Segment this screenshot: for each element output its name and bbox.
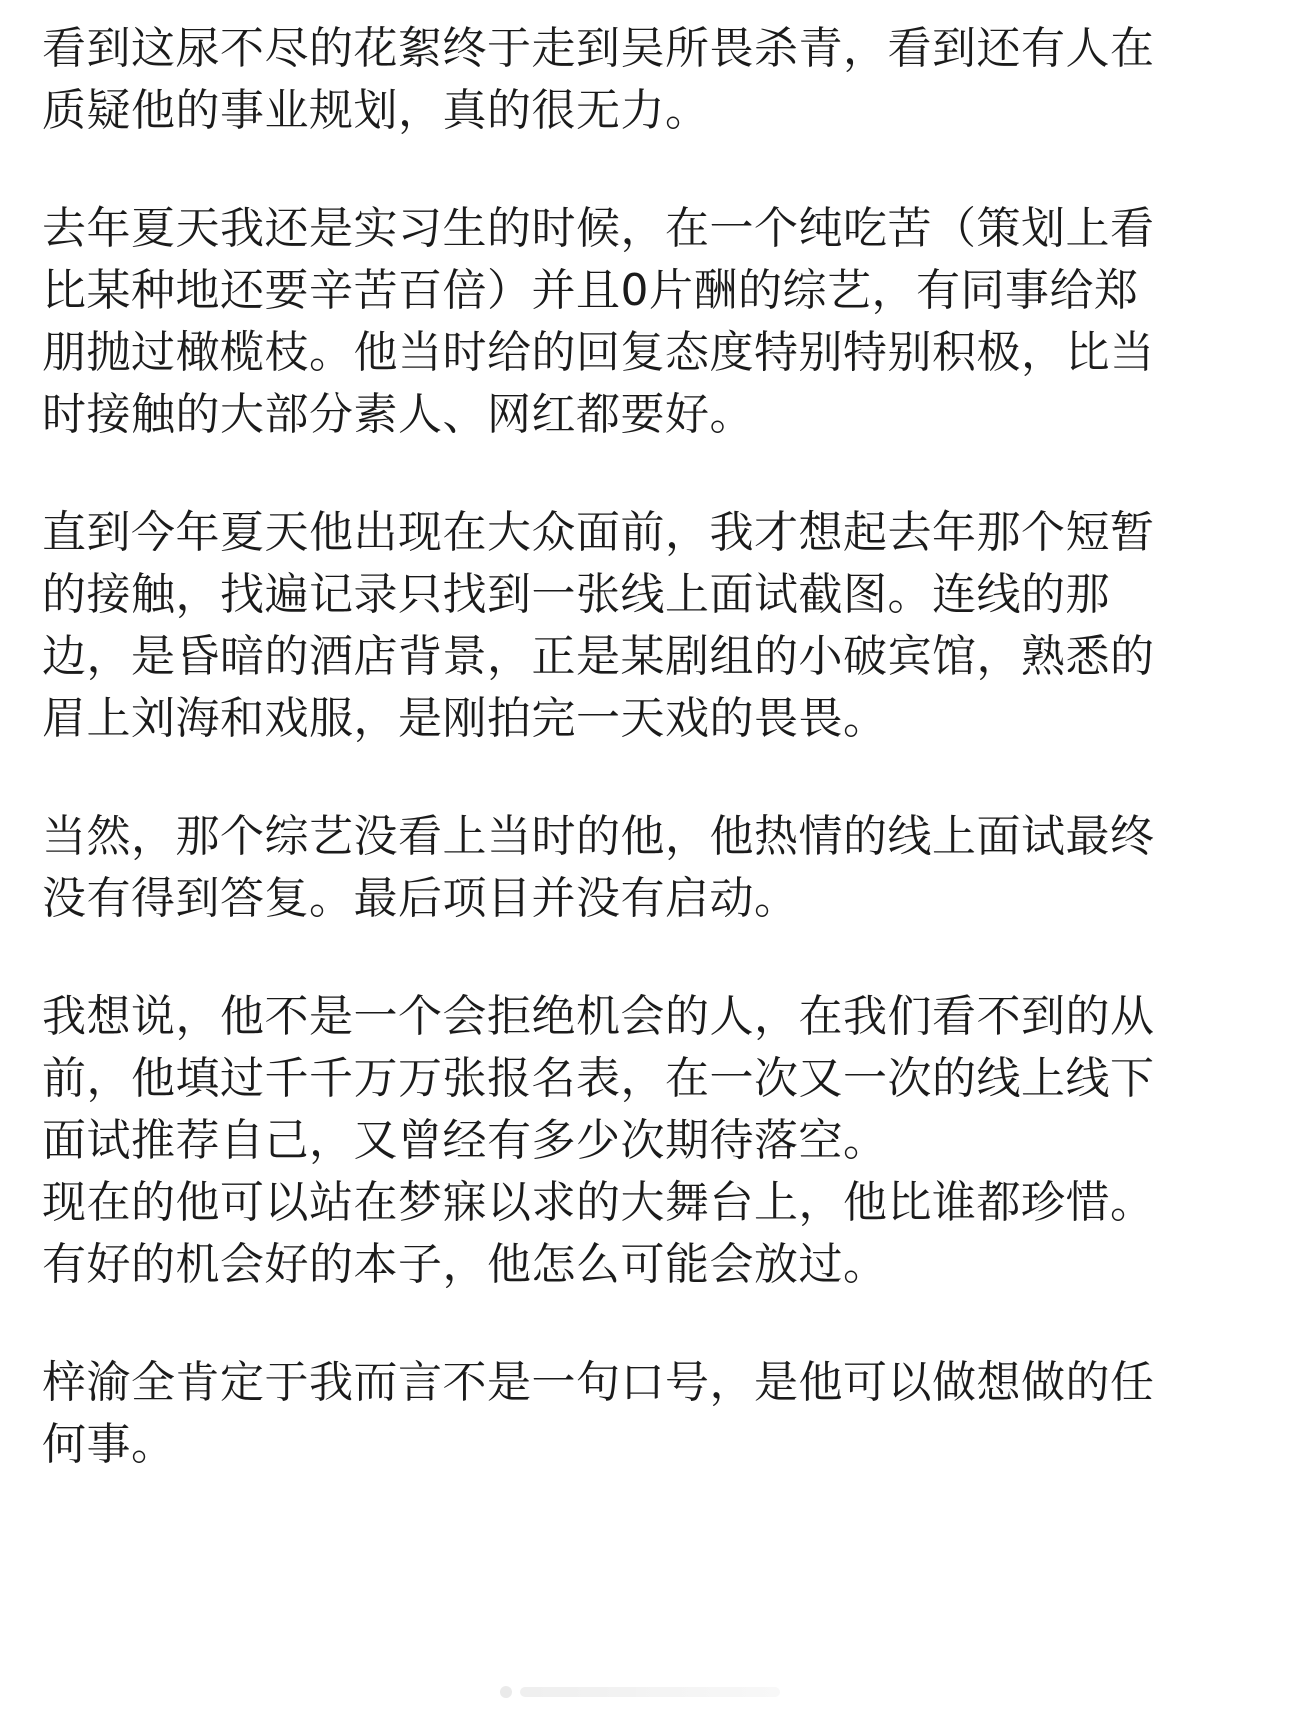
- text-line: 的接触，找遍记录只找到一张线上面试截图。连线的那: [42, 569, 1110, 620]
- text-line: 面试推荐自己，又曾经有多少次期待落空。: [42, 1115, 888, 1166]
- text-line: 直到今年夏天他出现在大众面前，我才想起去年那个短暂: [42, 507, 1155, 558]
- text-line: 何事。: [42, 1419, 176, 1470]
- watermark-bar: [520, 1687, 780, 1697]
- text-line: 眉上刘海和戏服，是刚拍完一天戏的畏畏。: [42, 693, 888, 744]
- watermark-dot-icon: [500, 1686, 512, 1698]
- paragraph-2: [42, 198, 1247, 446]
- text-line: 我想说，他不是一个会拒绝机会的人，在我们看不到的从: [42, 991, 1155, 1042]
- text-line: 前，他填过千千万万张报名表，在一次又一次的线上线下: [42, 1053, 1155, 1104]
- text-line: 时接触的大部分素人、网红都要好。: [42, 389, 754, 440]
- text-line: 当然，那个综艺没看上当时的他，他热情的线上面试最终: [42, 811, 1155, 862]
- text-line: 现在的他可以站在梦寐以求的大舞台上，他比谁都珍惜。: [42, 1177, 1155, 1228]
- paragraph-5: [42, 986, 1247, 1296]
- paragraph-4: [42, 806, 1247, 930]
- paragraph-1: [42, 18, 1247, 142]
- text-line: 朋抛过橄榄枝。他当时给的回复态度特别特别积极，比当: [42, 327, 1155, 378]
- text-line: 比某种地还要辛苦百倍）并且0片酬的综艺，有同事给郑: [42, 265, 1139, 316]
- text-line: 有好的机会好的本子，他怎么可能会放过。: [42, 1239, 888, 1290]
- paragraph-3: [42, 502, 1247, 750]
- text-line: 去年夏天我还是实习生的时候，在一个纯吃苦（策划上看: [42, 203, 1155, 254]
- text-line: 质疑他的事业规划，真的很无力。: [42, 85, 710, 136]
- text-line: 没有得到答复。最后项目并没有启动。: [42, 873, 799, 924]
- text-line: 边，是昏暗的酒店背景，正是某剧组的小破宾馆，熟悉的: [42, 631, 1155, 682]
- text-line: 梓渝全肯定于我而言不是一句口号，是他可以做想做的任: [42, 1357, 1155, 1408]
- faint-watermark: [500, 1686, 780, 1698]
- post-body: [42, 18, 1247, 1532]
- text-line: 看到这尿不尽的花絮终于走到吴所畏杀青，看到还有人在: [42, 23, 1155, 74]
- paragraph-6: [42, 1352, 1247, 1476]
